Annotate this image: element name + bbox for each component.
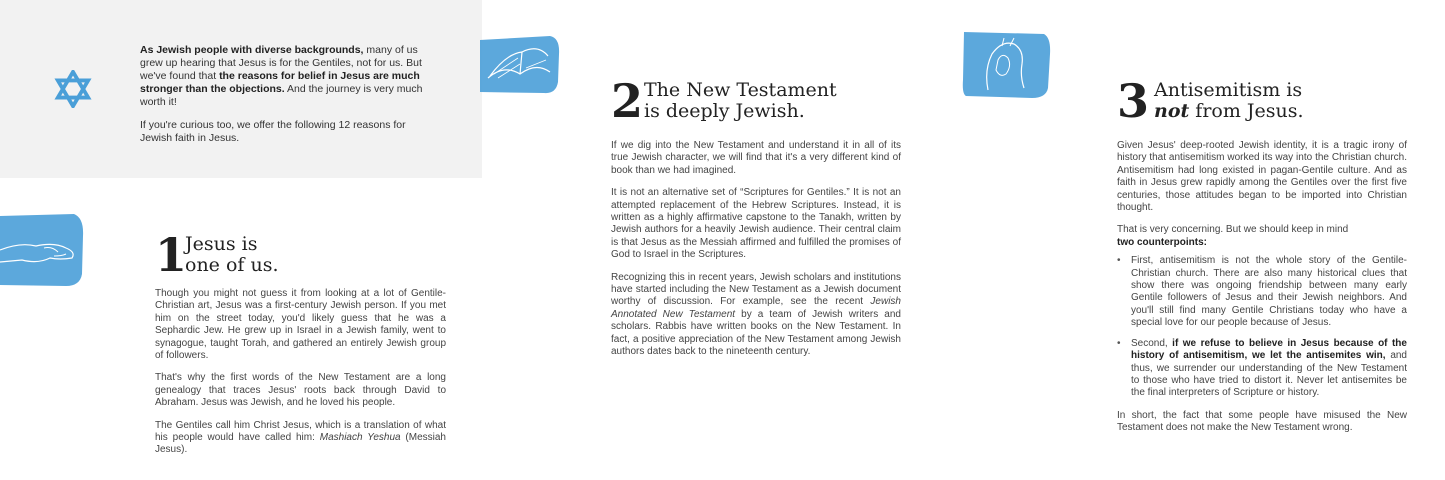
section-1-title-line1: Jesus is [185, 233, 258, 255]
section-3-bullets [1117, 255, 1407, 399]
section-1-paragraph-1: Though you might not guess it from looking at a lot of Gentile-Christian art, Jesus was a first-century Jewish person. If you met him on the street today, you'd likely guess that he was a Sephardic Jew. He grew up in Israel in a Jewish family, went to synagogue, taught Torah, and gathered an entirely Jewish group of followers. [155, 288, 446, 362]
section-2-paragraph-2: It is not an alternative set of “Scriptures for Gentiles.” It is not an attempted replacement of the Hebrew Scriptures. Instead, it is written as a highly affirmative capstone to the Tanakh, written by Jewish authors for a heavily Jewish audience. Their central claim is that Jesus as the Messiah affirmed and fulfilled the promises of God to Israel in the Scriptures. [611, 187, 901, 261]
section-3-title-line1: Antisemitism is [1154, 79, 1303, 101]
section-2-number: 2 [611, 74, 644, 128]
section-2-paragraph-1: If we dig into the New Testament and understand it in all of its true Jewish character, we will find that it's a very different kind of book than we had imagined. [611, 140, 901, 176]
book-sketch-icon [480, 34, 562, 96]
section-1-body [155, 288, 446, 467]
section-1-heading [155, 228, 455, 282]
section-2-paragraph-3: Recognizing this in recent years, Jewish scholars and institutions have started including the New Testament as a Jewish document worthy of discussion. For example, see the recent Jewish Annotated New Testament by a team of Jewish writers and scholars. Rabbis have written books on the New Testament. In fact, a positive appreciation of the New Testament among Jewish authors dates back to the nineteenth century. [611, 271, 901, 358]
section-2-body [611, 140, 901, 369]
prayer-sketch-icon [962, 30, 1052, 100]
intro-paragraph-2: If you're curious too, we offer the following 12 reasons for Jewish faith in Jesus. [140, 119, 406, 144]
section-3-paragraph-2: That is very concerning. But we should keep in mind two counterpoints: [1117, 224, 1349, 248]
section-3-title-line2: not from Jesus. [1154, 100, 1304, 122]
section-3-bullet-1: • First, antisemitism is not the whole story of the Gentile-Christian church. There are also many historical clues that show there was ongoing friendship between many early Gentile followers of Jesus and their Jewish neighbors. And you'll still find many Gentile Christians today who have a special love for our people because of Jesus. [1117, 255, 1407, 329]
section-1-paragraph-3: The Gentiles call him Christ Jesus, which is a translation of what his people would have called him: Mashiach Yeshua (Messiah Jesus). [155, 419, 446, 456]
section-3-number: 3 [1117, 74, 1150, 128]
section-1-number: 1 [155, 228, 188, 282]
section-3-paragraph-3: In short, the fact that some people have misused the New Testament does not make the New Testament wrong. [1117, 409, 1407, 434]
section-3-heading [1117, 74, 1417, 128]
section-3-body [1117, 140, 1407, 445]
section-3-bullet-2: • Second, if we refuse to believe in Jesus because of the history of antisemitism, we let the antisemites win, and thus, we surrender our understanding of the New Testament to those who have tried to distort it. Never let antisemites be the final interpreters of Scripture or history. [1117, 338, 1407, 400]
section-2-heading [611, 74, 931, 128]
hand-sketch-icon [0, 212, 86, 288]
section-2-title-line1: The New Testament [644, 79, 837, 101]
section-1-paragraph-2: That's why the first words of the New Testament are a long genealogy that traces Jesus' roots back through David to Abraham. Jesus was Jewish, and he loved his people. [155, 372, 446, 409]
star-of-david-icon [54, 70, 92, 108]
intro-text [140, 44, 440, 155]
section-2-title-line2: is deeply Jewish. [644, 100, 805, 122]
section-1-title-line2: one of us. [185, 254, 279, 276]
section-3-paragraph-1: Given Jesus' deep-rooted Jewish identity, it is a tragic irony of history that antisemitism worked its way into the Christian church. Antisemitism had long existed in pagan-Gentile culture. And as faith in Jesus grew rapidly among the Gentiles over the first five centuries, those attitudes began to be imported into Christian thought. [1117, 140, 1407, 214]
intro-paragraph-1: As Jewish people with diverse backgrounds, many of us grew up hearing that Jesus is for the Gentiles, not for us. But we've found that the reasons for belief in Jesus are much stronger than the objections. And the journey is very much worth it! [140, 44, 423, 108]
